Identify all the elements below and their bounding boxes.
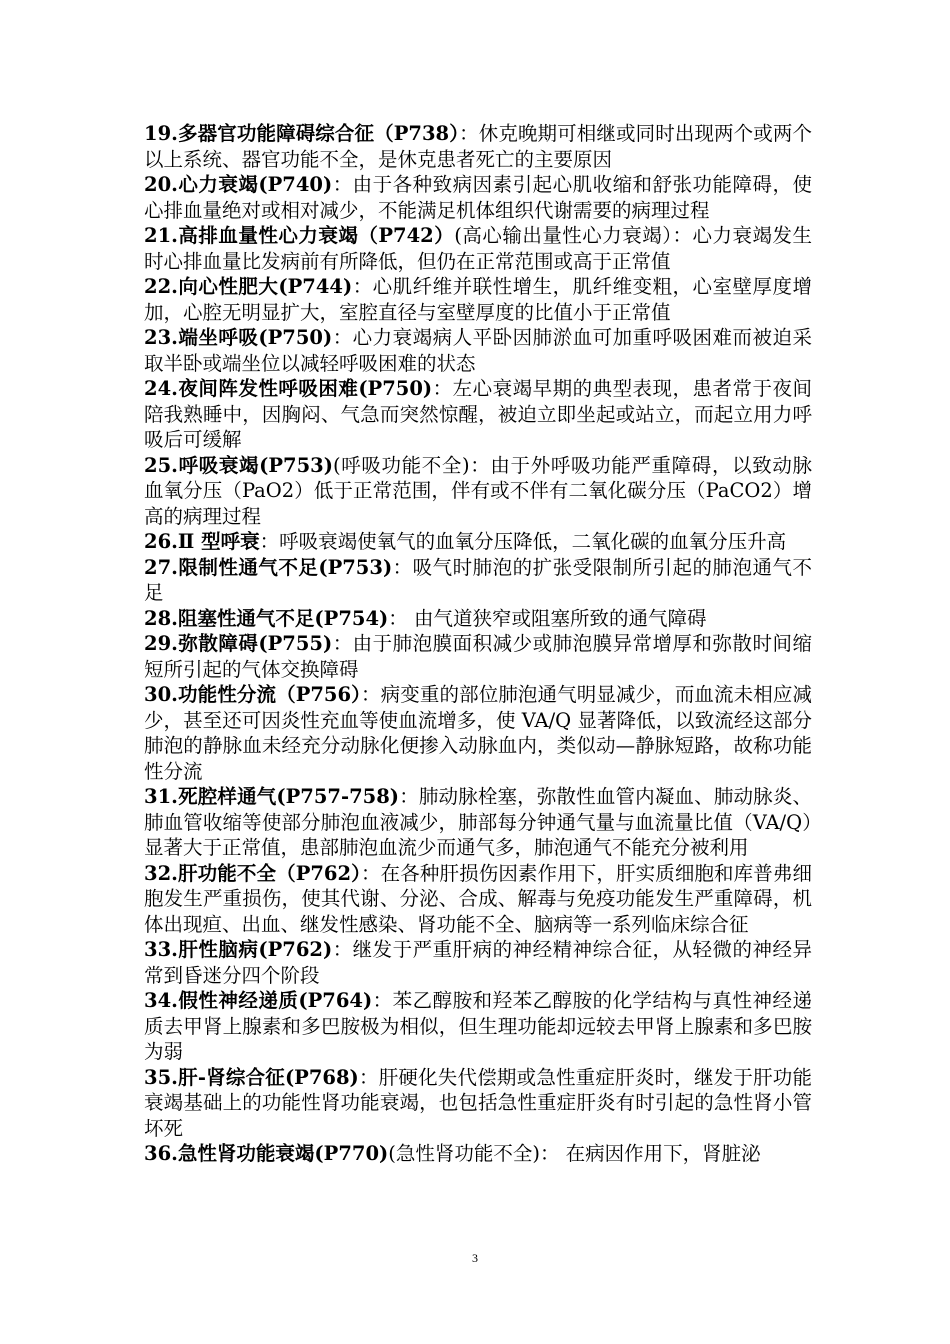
entry-term: 20.心力衰竭(P740) [144,173,333,196]
entry-term: 19.多器官功能障碍综合征（P738） [144,122,460,145]
entry-term: 27.限制性通气不足(P753) [144,555,393,579]
glossary-entry-27 [144,555,812,606]
glossary-entry-36 [144,1141,812,1167]
glossary-entry-34 [144,988,812,1065]
entry-definition: ：病变重的部位肺泡通气明显减少，而血流未相应减少，甚至还可因炎性充血等使血流增多，使 VA/Q 显著降低，以致流经这部分肺泡的静脉血未经充分动脉化便掺入动脉血内，类似动—静脉短路，故称功能性分流 [144,683,812,783]
entry-term: 34.假性神经递质(P764) [144,989,373,1012]
entry-term: 23.端坐呼吸(P750) [144,326,333,349]
entry-term: 31.死腔样通气(P757-758) [144,785,400,808]
entry-term: 22.向心性肥大(P744) [144,275,353,298]
entry-term: 36.急性肾功能衰竭(P770) [144,1142,389,1165]
glossary-entry-33 [144,937,812,988]
entry-definition: ：继发于严重肝病的神经精神综合征，从轻微的神经异常到昏迷分四个阶段 [144,938,812,987]
entry-definition: ：吸气时肺泡的扩张受限制所引起的肺泡通气不足 [144,555,812,604]
entry-definition: ：肺动脉栓塞，弥散性血管内凝血、肺动脉炎、肺血管收缩等使部分肺泡血液减少，肺部每分钟通气量与血流量比值（VA/Q）显著大于正常值，患部肺泡血流少而通气多，肺泡通气不能充分被利用 [144,785,812,859]
entry-definition: ：在各种肝损伤因素作用下，肝实质细胞和库普弗细胞发生严重损伤，使其代谢、分泌、合成、解毒与免疫功能发生严重障碍，机体出现疸、出血、继发性感染、肾功能不全、脑病等一系列临床综合征 [144,861,812,936]
entry-term: 35.肝-肾综合征(P768) [144,1065,359,1089]
glossary-entry-32 [144,861,812,938]
glossary-entry-24 [144,376,812,453]
glossary-entry-28 [144,606,812,632]
glossary-entry-31 [144,784,812,861]
glossary-body [144,121,812,1167]
entry-term: 28.阻塞性通气不足(P754) [144,606,389,630]
entry-definition: ：由于肺泡膜面积减少或肺泡膜异常增厚和弥散时间缩短所引起的气体交换障碍 [144,632,812,681]
glossary-entry-30 [144,682,812,784]
entry-definition: (急性肾功能不全)： 在病因作用下，肾脏泌 [388,1142,761,1165]
glossary-entry-20 [144,172,812,223]
glossary-entry-35 [144,1065,812,1142]
entry-term: 24.夜间阵发性呼吸困难(P750) [144,377,433,400]
entry-term: 32.肝功能不全（P762） [144,861,362,885]
glossary-entry-29 [144,631,812,682]
entry-definition: (呼吸功能不全)：由于外呼吸功能严重障碍，以致动脉血氧分压（PaO2）低于正常范围，伴有或不伴有二氧化碳分压（PaCO2）增高的病理过程 [144,453,813,528]
entry-definition: ：苯乙醇胺和羟苯乙醇胺的化学结构与真性神经递质去甲肾上腺素和多巴胺极为相似，但生理功能却远较去甲肾上腺素和多巴胺为弱 [144,989,812,1063]
entry-term: 26.Ⅱ 型呼衰 [144,530,260,553]
entry-term: 25.呼吸衰竭(P753) [144,453,333,477]
entry-term: 33.肝性脑病(P762) [144,938,333,961]
entry-definition: (高心输出量性心力衰竭）：心力衰竭发生时心排血量比发病前有所降低，但仍在正常范围或高于正常值 [144,224,813,273]
entry-definition: ：由于各种致病因素引起心肌收缩和舒张功能障碍，使心排血量绝对或相对减少，不能满足机体组织代谢需要的病理过程 [144,173,812,222]
glossary-entry-25 [144,453,812,530]
entry-definition: ：呼吸衰竭使氧气的血氧分压降低，二氧化碳的血氧分压升高 [259,530,787,553]
entry-definition: ：心肌纤维并联性增生，肌纤维变粗，心室壁厚度增加，心腔无明显扩大，室腔直径与室壁厚度的比值小于正常值 [144,275,812,324]
glossary-entry-26 [144,529,812,555]
entry-definition: ：左心衰竭早期的典型表现，患者常于夜间陪我熟睡中，因胸闷、气急而突然惊醒，被迫立即坐起或站立，而起立用力呼吸后可缓解 [144,377,812,451]
entry-term: 29.弥散障碍(P755) [144,632,333,655]
entry-definition: ：休克晚期可相继或同时出现两个或两个以上系统、器官功能不全，是休克患者死亡的主要原因 [144,122,812,171]
page-number: 3 [472,1251,478,1265]
entry-definition: ： 由气道狭窄或阻塞所致的通气障碍 [388,606,707,630]
glossary-entry-23 [144,325,812,376]
glossary-entry-19 [144,121,812,172]
entry-definition: ：心力衰竭病人平卧因肺淤血可加重呼吸困难而被迫采取半卧或端坐位以减轻呼吸困难的状态 [144,326,812,375]
entry-term: 30.功能性分流（P756） [144,683,362,706]
glossary-entry-21 [144,223,812,274]
entry-definition: ：肝硬化失代偿期或急性重症肝炎时，继发于肝功能衰竭基础上的功能性肾功能衰竭，也包括急性重症肝炎有时引起的急性肾小管坏死 [144,1065,812,1140]
entry-term: 21.高排血量性心力衰竭（P742） [144,224,455,247]
glossary-entry-22 [144,274,812,325]
